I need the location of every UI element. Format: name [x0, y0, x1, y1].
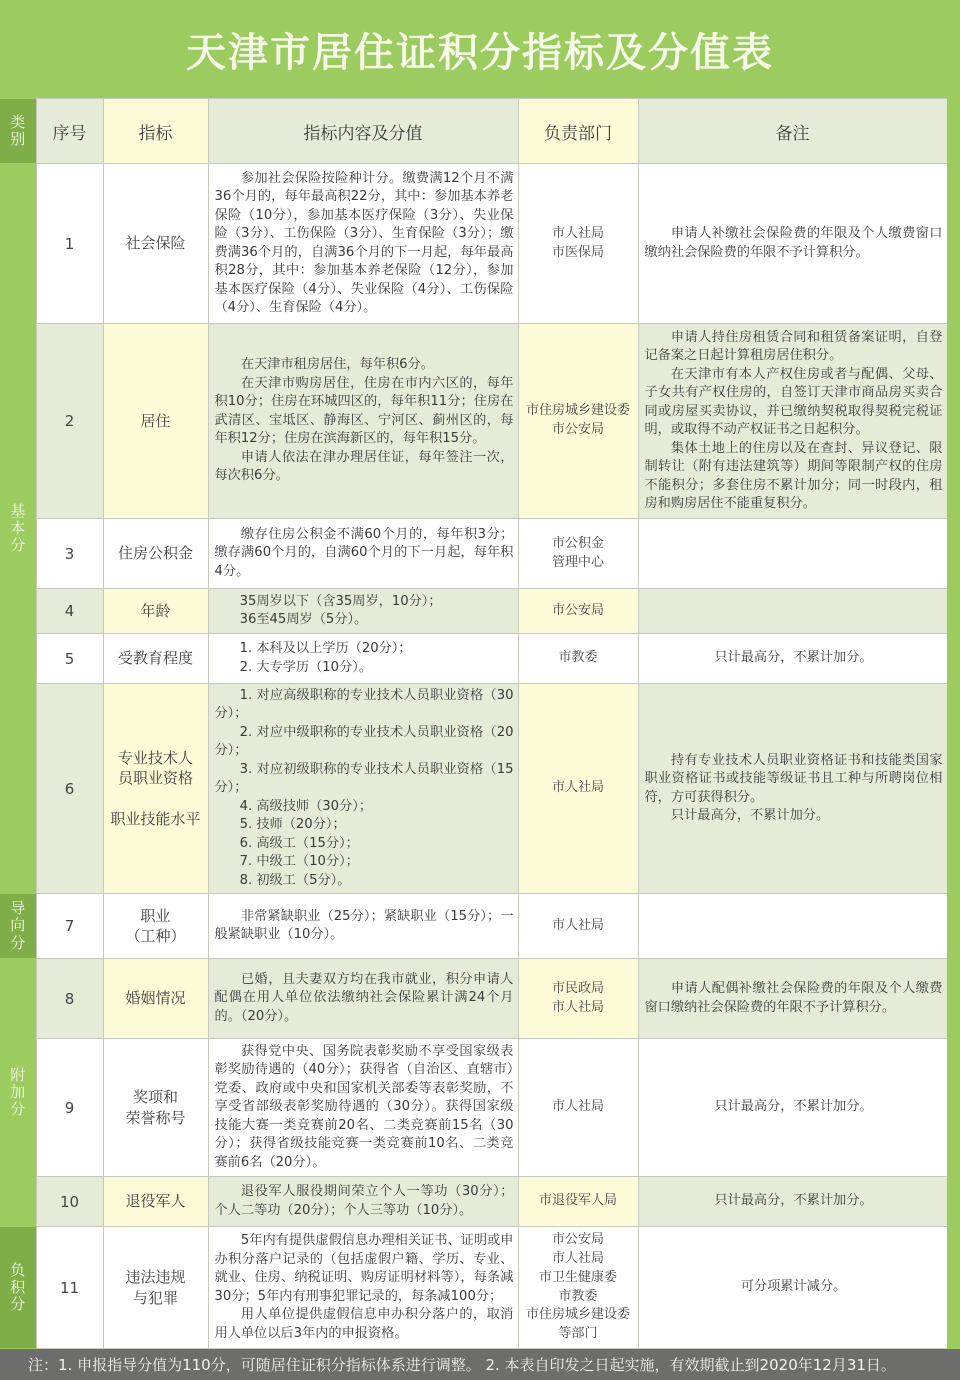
- footer-note: 注：1. 申报指导分值为110分，可随居住证积分指标体系进行调整。 2. 本表自印发之日起实施，有效期截止到2020年12月31日。: [0, 1349, 960, 1380]
- indicator-cell: 婚姻情况: [103, 959, 208, 1039]
- points-table: [0, 98, 948, 1349]
- row-number: 8: [36, 959, 103, 1039]
- content-cell: 已婚，且夫妻双方均在我市就业，积分申请人配偶在用人单位依法缴纳社会保险累计满24个月的。（20分）。: [208, 959, 518, 1039]
- content-cell: 5年内有提供虚假信息办理相关证书、证明或申办积分落户记录的（包括虚假户籍、学历、专业、就业、住房、纳税证明、购房证明材料等），每条减30分；5年内有刑事犯罪记录的，每条减100分； 用人单位提供虚假信息申办积分落户的，取消用人单位以后3年内的申报资格。: [208, 1227, 518, 1349]
- row-number: 4: [36, 589, 103, 634]
- header-remark: 备注: [638, 99, 947, 164]
- content-cell: 退役军人服役期间荣立个人一等功（30分）；个人二等功（20分）；个人三等功（10分）。: [208, 1177, 518, 1227]
- content-cell: 获得党中央、国务院表彰奖励不享受国家级表彰奖励待遇的（40分）；获得省（自治区、直辖市）党委、政府或中央和国家机关部委等表彰奖励，不享受省部级表彰奖励待遇的（30分）。获得国家级技能大赛一类竞赛前20名、二类竞赛前15名（30分）；获得省级技能竞赛一类竞赛前10名、二类竞赛前6名（20分）。: [208, 1039, 518, 1177]
- content-cell: 非常紧缺职业（25分）；紧缺职业（15分）；一般紧缺职业（10分）。: [208, 894, 518, 959]
- indicator-cell: 社会保险: [103, 164, 208, 324]
- table-row: [0, 1177, 947, 1227]
- header-category: 类别: [0, 99, 36, 164]
- department-cell: 市教委: [518, 634, 638, 684]
- department-cell: 市人社局: [518, 894, 638, 959]
- header-indicator: 指标: [103, 99, 208, 164]
- department-cell: 市公积金 管理中心: [518, 519, 638, 589]
- remark-cell: [638, 894, 947, 959]
- content-cell: 35周岁以下（含35周岁，10分）； 36至45周岁（5分）。: [208, 589, 518, 634]
- category-cell: 基本分: [0, 164, 36, 894]
- department-cell: 市公安局: [518, 589, 638, 634]
- table-header-row: [0, 99, 947, 164]
- department-cell: 市民政局 市人社局: [518, 959, 638, 1039]
- header-number: 序号: [36, 99, 103, 164]
- indicator-cell: 受教育程度: [103, 634, 208, 684]
- indicator-cell: 居住: [103, 324, 208, 519]
- indicator-cell: 职业 （工种）: [103, 894, 208, 959]
- department-cell: 市人社局: [518, 1039, 638, 1177]
- indicator-cell: 违法违规 与犯罪: [103, 1227, 208, 1349]
- indicator-cell: 年龄: [103, 589, 208, 634]
- content-cell: 缴存住房公积金不满60个月的，每年积3分；缴存满60个月的，自满60个月的下一月起，每年积4分。: [208, 519, 518, 589]
- table-row: [0, 634, 947, 684]
- content-cell: 1. 本科及以上学历（20分）； 2. 大专学历（10分）。: [208, 634, 518, 684]
- table-row: [0, 589, 947, 634]
- indicator-cell: 奖项和 荣誉称号: [103, 1039, 208, 1177]
- right-border-strip: [947, 98, 960, 1349]
- remark-cell: 持有专业技术人员职业资格证书和技能类国家职业资格证书或技能等级证书且工种与所聘岗位相符，方可获得积分。 只计最高分，不累计加分。: [638, 684, 947, 894]
- department-cell: 市退役军人局: [518, 1177, 638, 1227]
- table-row: [0, 959, 947, 1039]
- remark-cell: 申请人配偶补缴社会保险费的年限及个人缴费窗口缴纳社会保险费的年限不予计算积分。: [638, 959, 947, 1039]
- table-row: [0, 519, 947, 589]
- remark-cell: 只计最高分，不累计加分。: [638, 1039, 947, 1177]
- table-row: [0, 684, 947, 894]
- indicator-cell: 住房公积金: [103, 519, 208, 589]
- row-number: 9: [36, 1039, 103, 1177]
- table-row: [0, 1039, 947, 1177]
- indicator-cell: 退役军人: [103, 1177, 208, 1227]
- department-cell: 市人社局 市医保局: [518, 164, 638, 324]
- remark-cell: 申请人持住房租赁合同和租赁备案证明，自登记备案之日起计算租房居住积分。 在天津市有本人产权住房或者与配偶、父母、子女共有产权住房的，自签订天津市商品房买卖合同或房屋买卖协议，并已缴纳契税取得契税完税证明，或取得不动产权证书之日起积分。 集体土地上的住房以及在查封、异议登记、限制转让（附有违法建筑等）期间等限制产权的住房不能积分；多套住房不累计加分；同一时段内，租房和购房居住不能重复积分。: [638, 324, 947, 519]
- department-cell: 市公安局 市人社局 市卫生健康委 市教委 市住房城乡建设委 等部门: [518, 1227, 638, 1349]
- page-title: 天津市居住证积分指标及分值表: [186, 29, 774, 76]
- remark-cell: 只计最高分，不累计加分。: [638, 1177, 947, 1227]
- header-department: 负责部门: [518, 99, 638, 164]
- row-number: 2: [36, 324, 103, 519]
- row-number: 11: [36, 1227, 103, 1349]
- indicator-cell: 专业技术人 员职业资格 职业技能水平: [103, 684, 208, 894]
- row-number: 6: [36, 684, 103, 894]
- remark-cell: [638, 519, 947, 589]
- content-cell: 1. 对应高级职称的专业技术人员职业资格（30分）； 2. 对应中级职称的专业技术人员职业资格（20分）； 3. 对应初级职称的专业技术人员职业资格（15分）； 4. 高级技师（30分）； 5. 技师（20分）； 6. 高级工（15分）； 7. 中级工（10分）； 8. 初级工（5分）。: [208, 684, 518, 894]
- department-cell: 市住房城乡建设委 市公安局: [518, 324, 638, 519]
- header-content: 指标内容及分值: [208, 99, 518, 164]
- category-cell: 附加分: [0, 959, 36, 1227]
- row-number: 7: [36, 894, 103, 959]
- remark-cell: 可分项累计减分。: [638, 1227, 947, 1349]
- row-number: 5: [36, 634, 103, 684]
- table-row: [0, 1227, 947, 1349]
- remark-cell: [638, 589, 947, 634]
- category-cell: 导向分: [0, 894, 36, 959]
- category-cell: 负积分: [0, 1227, 36, 1349]
- content-cell: 在天津市租房居住，每年积6分。 在天津市购房居住，住房在市内六区的，每年积10分；住房在环城四区的，每年积11分；住房在武清区、宝坻区、静海区、宁河区、蓟州区的，每年积12分；住房在滨海新区的，每年积15分。 申请人依法在津办理居住证，每年签注一次，每次积6分。: [208, 324, 518, 519]
- remark-cell: 申请人补缴社会保险费的年限及个人缴费窗口缴纳社会保险费的年限不予计算积分。: [638, 164, 947, 324]
- department-cell: 市人社局: [518, 684, 638, 894]
- remark-cell: 只计最高分，不累计加分。: [638, 634, 947, 684]
- table-row: [0, 324, 947, 519]
- table-row: [0, 894, 947, 959]
- row-number: 1: [36, 164, 103, 324]
- row-number: 3: [36, 519, 103, 589]
- table-row: [0, 164, 947, 324]
- content-cell: 参加社会保险按险种计分。缴费满12个月不满36个月的，每年最高积22分，其中：参加基本养老保险（10分），参加基本医疗保险（3分）、失业保险（3分）、工伤保险（3分）、生育保险（3分）；缴费满36个月的，自满36个月的下一月起，每年最高积28分，其中：参加基本养老保险（12分），参加基本医疗保险（4分）、失业保险（4分）、工伤保险（4分）、生育保险（4分）。: [208, 164, 518, 324]
- row-number: 10: [36, 1177, 103, 1227]
